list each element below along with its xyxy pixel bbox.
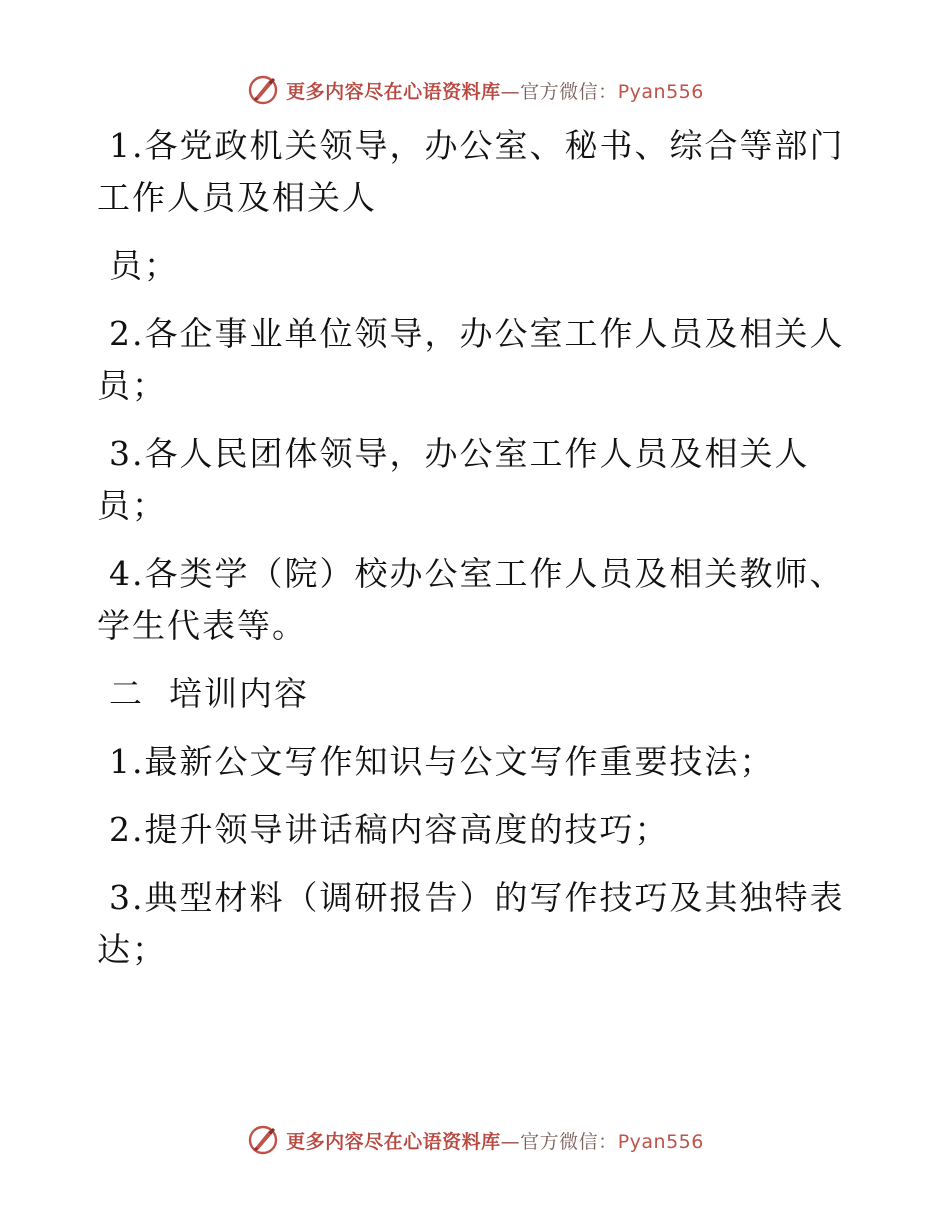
document-body xyxy=(97,120,845,976)
body-line: 学生代表等。 xyxy=(97,606,307,645)
quill-pen-logo-icon xyxy=(246,73,280,107)
banner-brand: 更多内容尽在心语资料库 xyxy=(286,1130,501,1153)
quill-pen-logo-icon xyxy=(246,1123,280,1157)
banner-wechat-id: Pyan556 xyxy=(617,1130,704,1153)
footer-banner xyxy=(0,1120,950,1160)
body-line: 2.提升领导讲话稿内容高度的技巧； xyxy=(109,810,670,849)
banner-text xyxy=(286,77,704,104)
section-heading: 二 培训内容 xyxy=(109,674,309,713)
banner-text xyxy=(286,1127,704,1154)
body-line: 员； xyxy=(97,366,167,405)
banner-brand: 更多内容尽在心语资料库 xyxy=(286,80,501,103)
body-line: 1.各党政机关领导，办公室、秘书、综合等部门 xyxy=(109,126,845,165)
body-line: 达； xyxy=(97,930,167,969)
banner-separator: — xyxy=(500,1130,521,1153)
banner-wechat-label: 官方微信： xyxy=(520,1130,618,1153)
banner-wechat-id: Pyan556 xyxy=(617,80,704,103)
body-line: 员； xyxy=(97,486,167,525)
body-line: 1.最新公文写作知识与公文写作重要技法； xyxy=(109,742,775,781)
body-line: 2.各企事业单位领导，办公室工作人员及相关人 xyxy=(109,314,845,353)
body-line: 4.各类学（院）校办公室工作人员及相关教师、 xyxy=(109,554,845,593)
body-line: 3.各人民团体领导，办公室工作人员及相关人 xyxy=(109,434,810,473)
body-line: 工作人员及相关人 xyxy=(97,178,377,217)
header-banner xyxy=(0,70,950,110)
body-line: 员； xyxy=(109,246,179,285)
body-line: 3.典型材料（调研报告）的写作技巧及其独特表 xyxy=(109,878,845,917)
banner-separator: — xyxy=(500,80,521,103)
banner-wechat-label: 官方微信： xyxy=(520,80,618,103)
